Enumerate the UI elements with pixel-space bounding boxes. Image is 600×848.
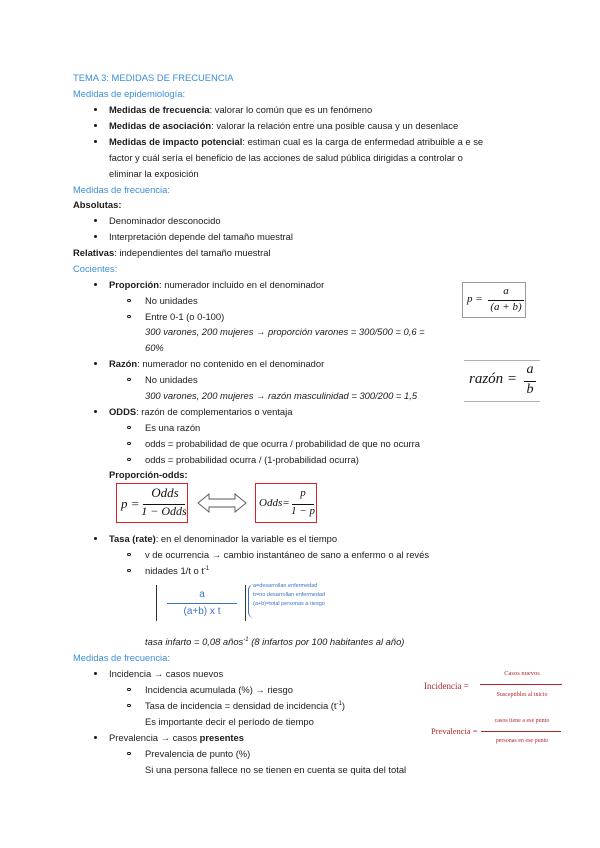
bullet (94, 362, 97, 365)
sub-item: Es una razón (145, 422, 201, 433)
bullet (94, 410, 97, 413)
heading-cocientes: Cocientes: (73, 263, 118, 274)
rate-note-total: (a+b)=total personas a riesgo (253, 601, 325, 607)
bullet (94, 283, 97, 286)
bullet (94, 736, 97, 739)
sub-item: Incidencia acumulada (%) → riesgo (145, 684, 293, 695)
prevalence-numerator: casos tiene a ese punto (494, 718, 550, 724)
list-item: Denominador desconocido (109, 215, 221, 226)
sub-bullet (127, 553, 131, 557)
sub-bullet (127, 704, 131, 708)
list-item-incidencia: Incidencia → casos nuevos (109, 668, 224, 679)
incidence-numerator: Casos nuevos (504, 670, 540, 677)
fraction-line (481, 731, 561, 732)
example-text: tasa infarto = 0,08 años$^{-1}$ (8 infartos por 100 habitantes al año) (145, 636, 405, 647)
example-text: 300 varones, 200 mujeres → razón masculinidad = 300/200 = 1,5 (145, 390, 418, 401)
bullet (94, 235, 97, 238)
sub-item: odds = probabilidad de que ocurra / probabilidad de que no ocurra (145, 438, 420, 449)
heading-frecuencia: Medidas de frecuencia: (73, 184, 170, 195)
sub-item-note: Es importante decir el período de tiempo (145, 716, 314, 727)
bullet (94, 537, 97, 540)
sub-bullet (127, 688, 131, 692)
sub-item: No unidades (145, 295, 198, 306)
list-item-continued: eliminar la exposición (109, 168, 199, 179)
formula-p-from-odds: p = Odds 1 − Odds (116, 483, 188, 523)
list-item: Medidas de impacto potencial: estiman cual es la carga de enfermedad atribuible a e se (109, 136, 484, 147)
list-item-razon: Razón: numerador no contenido en el denominador (109, 358, 325, 369)
prevalence-label: Prevalencia = (431, 726, 478, 736)
heading-frecuencia-2: Medidas de frecuencia: (73, 652, 170, 663)
list-item: Interpretación depende del tamaño muestral (109, 231, 293, 242)
sub-item-note: Si una persona fallece no se tienen en cuenta se quita del total (145, 764, 407, 775)
subheading-proporcion-odds: Proporción-odds: (109, 469, 188, 480)
prevalence-denominator: personas en ese punto (495, 738, 549, 744)
sub-item: Entre 0-1 (o 0-100) (145, 311, 225, 322)
list-item-proporcion: Proporción: numerador incluido en el denominador (109, 279, 325, 290)
list-item-continued: factor y cuál sería el beneficio de las acciones de salud pública dirigidas a controlar o (109, 152, 463, 163)
sub-item: nidades 1/t o $t^{-1}$ (145, 565, 210, 576)
sub-bullet (127, 315, 131, 319)
sub-item: Prevalencia de punto (%) (145, 748, 251, 759)
sub-item: Tasa de incidencia = densidad de incidencia $(t^{-1})$ (145, 700, 345, 711)
page-title: TEMA 3: MEDIDAS DE FRECUENCIA (73, 72, 234, 83)
rate-note-b: b=no desarrollan enfermedad (253, 592, 326, 598)
subheading-absolutas: Absolutas: (73, 199, 122, 210)
ratio-formula: razón = a b (464, 360, 540, 402)
proportion-formula: p = a (a + b) (462, 282, 526, 318)
rate-formula: a (a+b) x t (156, 585, 246, 621)
sub-bullet (127, 752, 131, 756)
sub-bullet (127, 442, 131, 446)
list-item-prevalencia: Prevalencia → casos presentes (109, 732, 244, 743)
list-item: Medidas de asociación: valorar la relación entre una posible causa y un desenlace (109, 120, 459, 131)
sub-bullet (127, 378, 131, 382)
list-item-tasa: Tasa (rate): en el denominador la variable es el tiempo (109, 533, 338, 544)
example-text: 300 varones, 200 mujeres → proporción varones = 300/500 = 0,6 = (145, 326, 425, 337)
sub-bullet (127, 426, 131, 430)
double-arrow-icon (197, 491, 247, 515)
formula-odds-from-p: Odds= p 1 − p (255, 483, 317, 523)
list-item: Medidas de frecuencia: valorar lo común que es un fenómeno (109, 104, 373, 115)
sub-item: No unidades (145, 374, 198, 385)
example-text: 60% (145, 342, 164, 353)
bullet (94, 124, 97, 127)
bullet (94, 219, 97, 222)
bullet (94, 672, 97, 675)
rate-note-a: a=desarrollan enfermedad (253, 583, 318, 589)
sub-item: v de ocurrencia → cambio instantáneo de sano a enfermo o al revés (145, 549, 430, 560)
sub-bullet (127, 299, 131, 303)
fraction-line (480, 684, 562, 685)
list-item-odds: ODDS: razón de complementarios o ventaja (109, 406, 293, 417)
bullet (94, 108, 97, 111)
relativas-line: Relativas: independientes del tamaño muestral (73, 247, 271, 258)
incidence-label: Incidencia = (424, 681, 469, 691)
sub-item: odds = probabilidad ocurra / (1-probabilidad ocurra) (145, 454, 359, 465)
bullet (94, 140, 97, 143)
sub-bullet (127, 458, 131, 462)
heading-epidemiologia: Medidas de epidemiología: (73, 88, 186, 99)
incidence-denominator: Susceptibles al inicio (496, 692, 548, 698)
sub-bullet (127, 569, 131, 573)
